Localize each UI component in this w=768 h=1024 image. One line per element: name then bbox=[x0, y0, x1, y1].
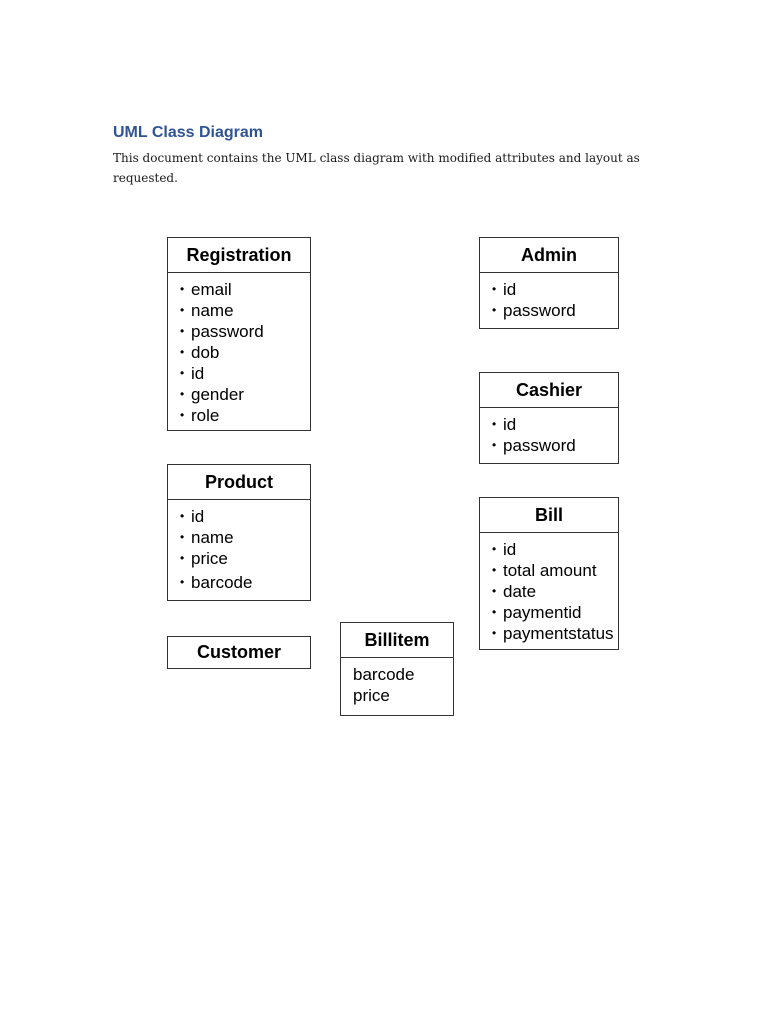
class-name: Cashier bbox=[480, 373, 618, 408]
attribute: • dob bbox=[168, 342, 310, 363]
class-customer bbox=[167, 636, 311, 669]
attribute: • price bbox=[168, 548, 310, 569]
attribute: • paymentstatus bbox=[480, 623, 618, 644]
attribute: • name bbox=[168, 300, 310, 321]
attribute: • password bbox=[168, 321, 310, 342]
attribute-list bbox=[168, 500, 310, 593]
attribute-list bbox=[168, 273, 310, 426]
class-name: Customer bbox=[196, 642, 281, 662]
class-admin bbox=[479, 237, 619, 329]
attribute: • role bbox=[168, 405, 310, 426]
attribute: • gender bbox=[168, 384, 310, 405]
class-product bbox=[167, 464, 311, 601]
class-name: Billitem bbox=[341, 623, 453, 658]
attribute-list bbox=[480, 273, 618, 321]
class-name: Admin bbox=[480, 238, 618, 273]
attribute: • password bbox=[480, 435, 618, 456]
attribute-list bbox=[480, 408, 618, 456]
attribute: • total amount bbox=[480, 560, 618, 581]
class-name: Bill bbox=[480, 498, 618, 533]
document-intro: This document contains the UML class diagram with modified attributes and layout as requested. bbox=[113, 151, 640, 185]
attribute: • id bbox=[480, 279, 618, 300]
attribute: • id bbox=[168, 506, 310, 527]
class-name: Product bbox=[168, 465, 310, 500]
attribute: • email bbox=[168, 279, 310, 300]
document-title: UML Class Diagram bbox=[113, 124, 263, 141]
class-billitem bbox=[340, 622, 454, 716]
attribute: • password bbox=[480, 300, 618, 321]
class-cashier bbox=[479, 372, 619, 464]
attribute-list bbox=[480, 533, 618, 644]
class-registration bbox=[167, 237, 311, 431]
attribute-list bbox=[341, 658, 453, 706]
attribute: • id bbox=[480, 414, 618, 435]
attribute: • paymentid bbox=[480, 602, 618, 623]
attribute: • id bbox=[480, 539, 618, 560]
attribute: • name bbox=[168, 527, 310, 548]
attribute: • id bbox=[168, 363, 310, 384]
attribute: • date bbox=[480, 581, 618, 602]
class-name: Registration bbox=[168, 238, 310, 273]
class-bill bbox=[479, 497, 619, 650]
attribute: • barcode bbox=[168, 572, 310, 593]
attribute: barcode bbox=[353, 665, 415, 684]
attribute: price bbox=[353, 686, 390, 705]
